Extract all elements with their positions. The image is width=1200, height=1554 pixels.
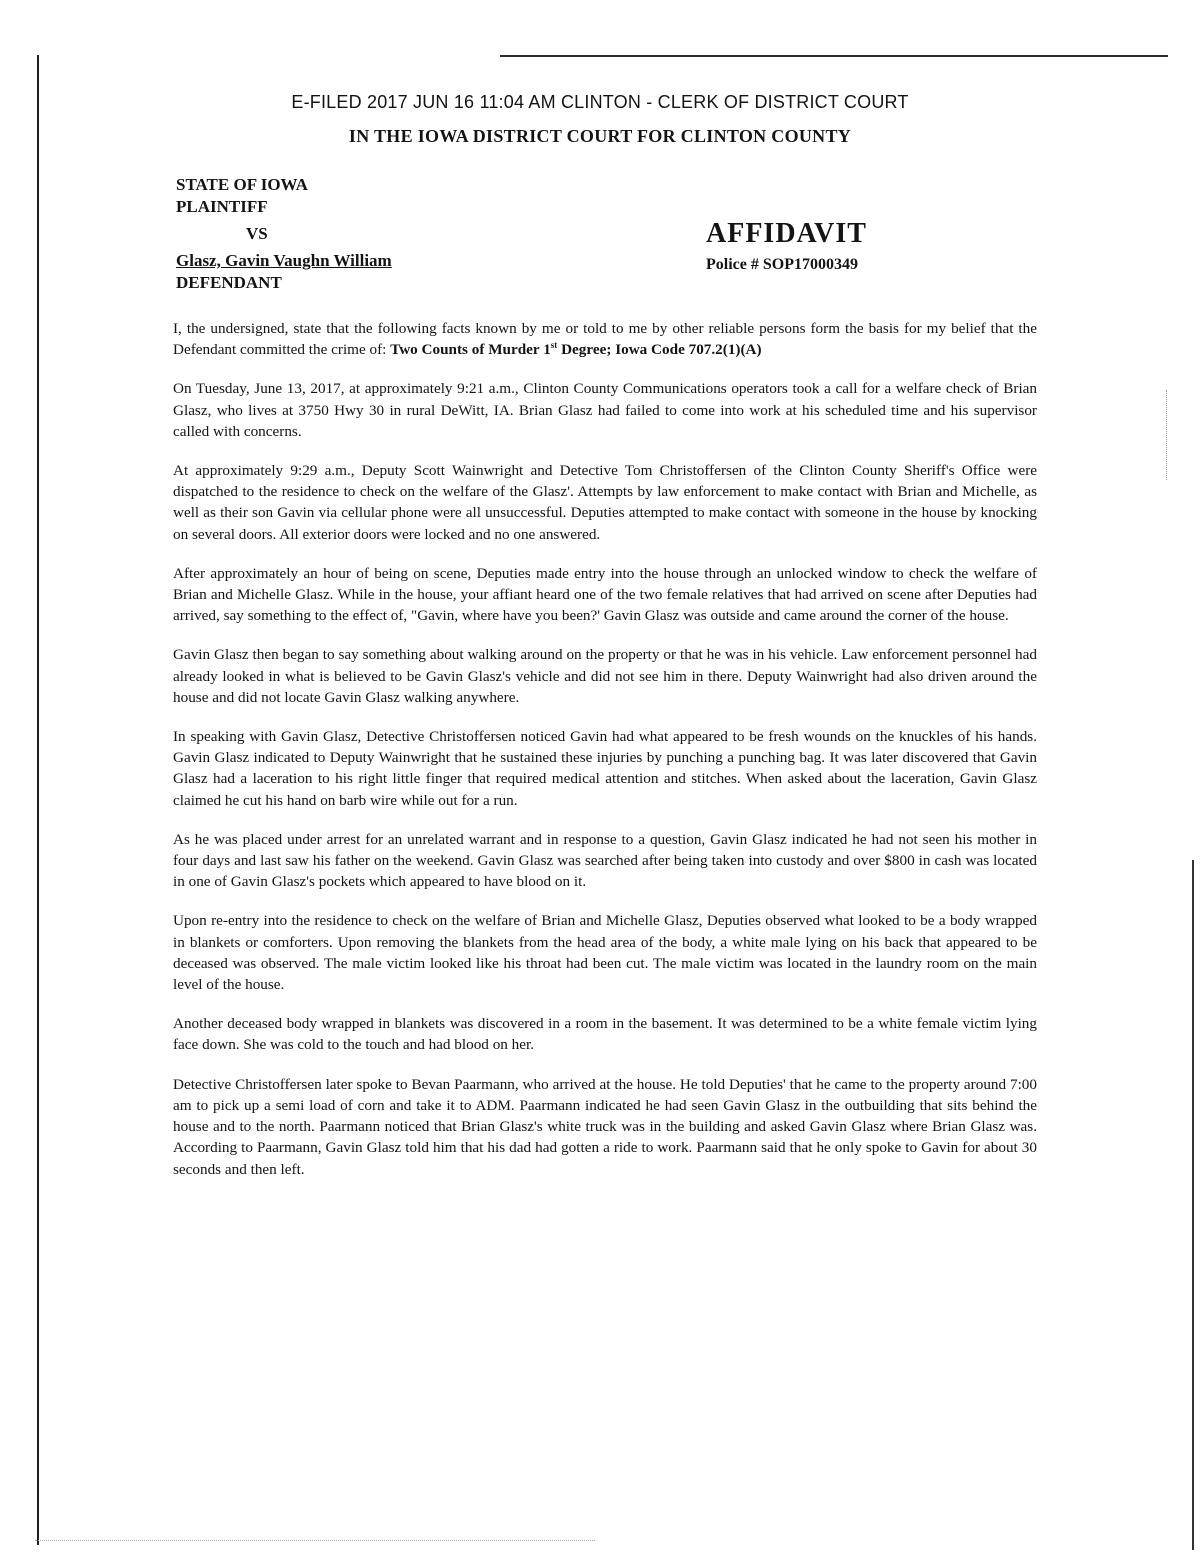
case-caption	[176, 174, 392, 294]
court-heading: IN THE IOWA DISTRICT COURT FOR CLINTON COUNTY	[348, 126, 852, 146]
plaintiff-name: STATE OF IOWA	[176, 175, 308, 194]
defendant-name: Glasz, Gavin Vaughn William	[176, 251, 392, 270]
scan-noise-right	[1166, 390, 1168, 480]
charge-after: Degree; Iowa Code 707.2(1)(A)	[557, 341, 762, 359]
charge-before: Two Counts of Murder 1	[390, 341, 551, 359]
body-paragraph: At approximately 9:29 a.m., Deputy Scott Wainwright and Detective Tom Christoffersen of the Clinton County Sheriff's Office were dispatched to the residence to check on the welfare of the Glasz'. Attempts by law enforcement to make contact with Brian and Michelle, as well as their son Gavin via cellular phone were all unsuccessful. Deputies attempted to make contact with someone in the house by knocking on several doors. All exterior doors were locked and no one answered.	[173, 462, 1037, 543]
intro-paragraph	[173, 318, 1037, 360]
body-paragraph: Gavin Glasz then began to say something about walking around on the property or that he was in his vehicle. Law enforcement personnel had already looked in what is believed to be Gavin Glasz's vehicle and did not see him in there. Deputy Wainwright had also driven around the house and did not locate Gavin Glasz walking anywhere.	[173, 646, 1037, 706]
body-paragraph: After approximately an hour of being on scene, Deputies made entry into the house through an unlocked window to check the welfare of Brian and Michelle Glasz. While in the house, your affiant heard one of the two female relatives that had arrived on scene after Deputies had arrived, say something to the effect of, "Gavin, where have you been?' Gavin Glasz was outside and came around the corner of the house.	[173, 564, 1037, 625]
charge-text	[390, 341, 761, 358]
body-paragraph: Another deceased body wrapped in blankets was discovered in a room in the basement. It was determined to be a white female victim lying face down. She was cold to the touch and had blood on her.	[173, 1015, 1037, 1054]
scan-noise-bottom	[35, 1540, 595, 1542]
efiled-stamp: E-FILED 2017 JUN 16 11:04 AM CLINTON - CLERK OF DISTRICT COURT	[291, 92, 909, 112]
body-paragraph: Upon re-entry into the residence to check on the welfare of Brian and Michelle Glasz, Deputies observed what looked to be a body wrapped in blankets or comforters. Upon removing the blankets from the head area of the body, a white male lying on his back that appeared to be deceased was observed. The male victim looked like his throat had been cut. The male victim was located in the laundry room on the main level of the house.	[173, 912, 1037, 994]
scan-border-left	[37, 55, 39, 1545]
plaintiff-role: PLAINTIFF	[176, 197, 268, 216]
scan-border-right	[1192, 860, 1194, 1550]
body-paragraph: Detective Christoffersen later spoke to Bevan Paarmann, who arrived at the house. He told Deputies' that he came to the property around 7:00 am to pick up a semi load of corn and take it to ADM. Paarmann indicated he had seen Gavin Glasz in the outbuilding that sits behind the house and to the north. Paarmann noticed that Brian Glasz's white truck was in the building and asked Gavin Glasz where Brian Glasz was. According to Paarmann, Gavin Glasz told him that his dad had gotten a ride to work. Paarmann said that he only spoke to Gavin for about 30 seconds and then left.	[173, 1075, 1037, 1178]
body-paragraph: As he was placed under arrest for an unrelated warrant and in response to a question, Gavin Glasz indicated he had not seen his mother in four days and last saw his father on the weekend. Gavin Glasz was searched after being taken into custody and over $800 in cash was located in one of Gavin Glasz's pockets which appeared to have blood on it.	[173, 830, 1037, 891]
versus-label: VS	[246, 224, 268, 243]
charge-superscript: st	[550, 340, 558, 351]
intro-text: I, the undersigned, state that the following facts known by me or told to me by other reliable persons form the basis for my belief that the Defendant committed the crime of:	[173, 320, 1037, 359]
body-paragraph: On Tuesday, June 13, 2017, at approximately 9:21 a.m., Clinton County Communications operators took a call for a welfare check of Brian Glasz, who lives at 3750 Hwy 30 in rural DeWitt, IA. Brian Glasz had failed to come into work at his scheduled time and his supervisor called with concerns.	[173, 380, 1037, 440]
body-paragraph: In speaking with Gavin Glasz, Detective Christoffersen noticed Gavin had what appeared to be fresh wounds on the knuckles of his hands. Gavin Glasz indicated to Deputy Wainwright that he sustained these injuries by punching a punching bag. It was later discovered that Gavin Glasz had a laceration to his right little finger that required medical attention and stitches. When asked about the laceration, Gavin Glasz claimed he cut his hand on barb wire while out for a run.	[173, 728, 1037, 809]
scan-border-top	[500, 55, 1168, 57]
affidavit-body	[173, 318, 1037, 1198]
document-title: AFFIDAVIT	[706, 218, 867, 249]
police-number: Police # SOP17000349	[706, 256, 858, 273]
defendant-role: DEFENDANT	[176, 273, 282, 292]
